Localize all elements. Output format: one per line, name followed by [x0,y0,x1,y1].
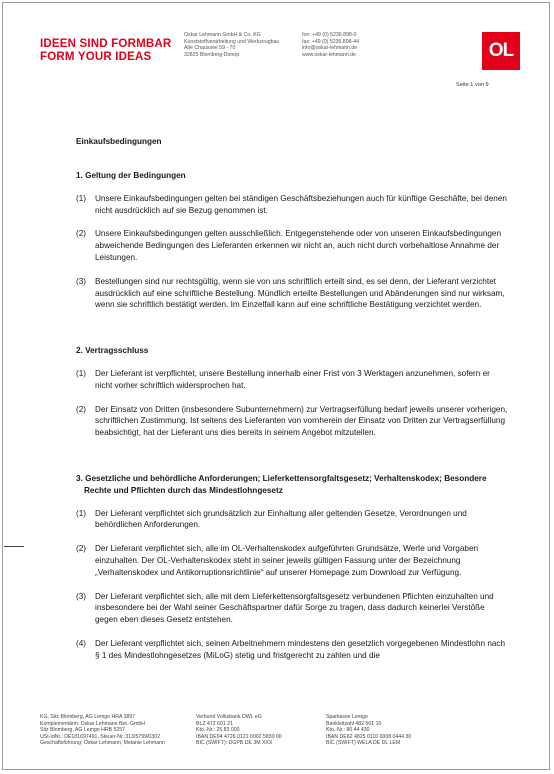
footer-line: Kto.-Nr.: 80 44 430 [326,727,370,734]
item-number: (2) [76,404,87,414]
contact-phone: fon: +49 (0) 5236.898-0 [302,32,357,38]
item-text: Bestellungen sind nur rechtsgültig, wenn sie von uns schriftlich erteilt sind, es sei denn, der Lieferant verzichtet ausdrücklich auf eine schriftliche Bestellung. Mündlich erteilte Bestellungen und Abänderungen sind nur wirksam, wenn sie schriftlich bestätigt werden. Im Einzelfall kann auf eine schriftliche Bestätigung verzichtet werden. [95,276,505,310]
footer-line: Sparkasse Lemgo [326,714,368,720]
section-heading-line-1: 3. Gesetzliche und behördliche Anforderungen; Lieferkettensorgfaltsgesetz; Verhaltenskodex; Besondere [76,473,487,483]
slogan [40,38,171,64]
slogan-line-2: FORM YOUR IDEAS [40,51,152,63]
company-contact [302,32,359,58]
item-number: (1) [76,193,87,203]
company-line: Oskar Lehmann GmbH & Co. KG [184,32,261,38]
company-line: Alte Chaussee 59 - 70 [184,45,236,52]
item-number: (2) [76,229,87,239]
company-line: Kunststoffverarbeitung und Werkzeugbau [184,38,280,45]
item-number: (4) [76,638,87,648]
item-text: Der Lieferant verpflichtet sich, alle im OL-Verhaltenskodex aufgeführten Grundsätze, Werte und Vorgaben einzuhalten. Der OL-Verhaltenskodex steht in seiner jeweils gültigen Fassung unter der Bezeichnung „Verhaltenskodex und Antikorruptionsrichtlinie“ auf unserer Homepage zum Download zur Verfügung. [95,544,479,577]
section-heading-line-2: Rechte und Pflichten durch das Mindestlohngesetz [84,485,283,495]
footer-line: BLZ 472 601 21 [196,720,233,727]
list-item [76,228,508,263]
item-text: Der Lieferant verpflichtet sich, alle mit dem Lieferkettensorgfaltsgesetz verbundenen Pflichten einzuhalten und insbesondere bei der Wahl seiner Geschäftspartner dafür Sorge zu tragen, dass dadurch keinerlei Verstöße gegen eben dieses Gesetz entstehen. [95,591,494,625]
document-body [76,170,508,674]
item-number: (1) [76,508,87,518]
contact-email[interactable]: info@oskar-lehmann.de [302,45,358,52]
footer-line: KG, Sitz Blomberg, AG Lemgo HRA 3897 [40,714,136,720]
company-address [184,32,279,58]
company-line: 32825 Blomberg-Donop [184,51,240,58]
footer-line: Kto.-Nr.: 25 83 000 [196,727,240,734]
footer-line: Geschäftsführung: Oskar Lehmann, Melanie Lehmann [40,740,165,747]
item-text: Unsere Einkaufsbedingungen gelten bei ständigen Geschäftsbeziehungen auch für künftige Geschäfte, bei denen nicht ausdrücklich auf sie Bezug genommen ist. [95,193,507,215]
item-number: (3) [76,591,87,601]
list-item [76,193,508,217]
list-item [76,404,508,439]
section-heading: 2. Vertragsschluss [76,346,149,356]
list-item [76,368,508,392]
footer-line: IBAN DE62 4825 0110 0008 0444 30 [326,733,412,740]
footer-line: Sitz Blomberg, AG Lemgo HRB 5257 [40,727,126,734]
footer-line: Komplementärin: Oskar Lehmann Bet.-GmbH [40,720,145,727]
footer-line: Verbund Volksbank OWL eG [196,714,262,720]
item-number: (2) [76,544,87,554]
list-item [76,276,508,311]
item-number: (3) [76,276,87,286]
item-text: Der Lieferant verpflichtet sich grundsätzlich zur Einhaltung aller geltenden Gesetze, Verordnungen und behördlichen Anforderungen. [95,508,467,530]
list-item [76,591,508,626]
item-text: Unsere Einkaufsbedingungen gelten ausschließlich. Entgegenstehende oder von unseren Einkaufsbedingungen abweichende Bedingungen des Lieferanten erkennen wir nicht an, auch nicht durch vorbehaltlose Annahme der Leistungen. [95,229,502,262]
footer-bank-volksbank [196,714,282,747]
item-number: (1) [76,368,87,378]
section-heading: 1. Geltung der Bedingungen [76,171,186,180]
contact-fax: fax: +49 (0) 5236.898-44 [302,38,359,45]
footer-line: IBAN DE94 4726 0121 0002 5830 00 [196,733,282,740]
contact-website[interactable]: www.oskar-lehmann.de [302,51,356,58]
page-number: Seite 1 von 9 [456,82,489,88]
list-item [76,638,508,662]
footer-company-info [40,714,165,747]
footer-bank-sparkasse [326,714,411,747]
footer-line: USt-IdNr.: DE181697491, Steuer-Nr.:313/5799/0302 [40,733,160,740]
ol-logo: OL [482,32,520,70]
section-heading [76,473,508,497]
slogan-line-1: IDEEN SIND FORMBAR [40,38,172,50]
list-item [76,508,508,532]
item-text: Der Lieferant verpflichtet sich, seinen Arbeitnehmern mindestens den gesetzlich vorgegebenen Mindestlohn nach § 1 des Mindestlohngesetzes (MiLoG) stetig und fristgerecht zu zahlen und die [95,638,506,660]
item-text: Der Lieferant ist verpflichtet, unsere Bestellung innerhalb einer Frist von 3 Werktagen anzunehmen, sofern er nicht vorher schriftlich widersprochen hat. [95,368,490,390]
item-text: Der Einsatz von Dritten (insbesondere Subunternehmern) zur Vertragserfüllung bedarf jeweils unserer vorherigen, schriftlichen Zustimmung. Ist seitens des Lieferanten von vornherein der Einsatz von Dritten zur Vertragserfüllung beabsichtigt, hat der Lieferant uns dies bereits in seinem Angebot mitzuteilen. [95,404,508,438]
footer-line: Bankleitzahl 482 501 10 [326,720,382,727]
footer-line: BIC (SWIFT) WELA DE DL LEM [326,740,401,747]
footer-line: BIC (SWIFT): DGPB DE 3M XXX [196,740,273,747]
document-title: Einkaufsbedingungen [76,137,162,146]
list-item [76,543,508,578]
margin-rule [4,546,24,547]
